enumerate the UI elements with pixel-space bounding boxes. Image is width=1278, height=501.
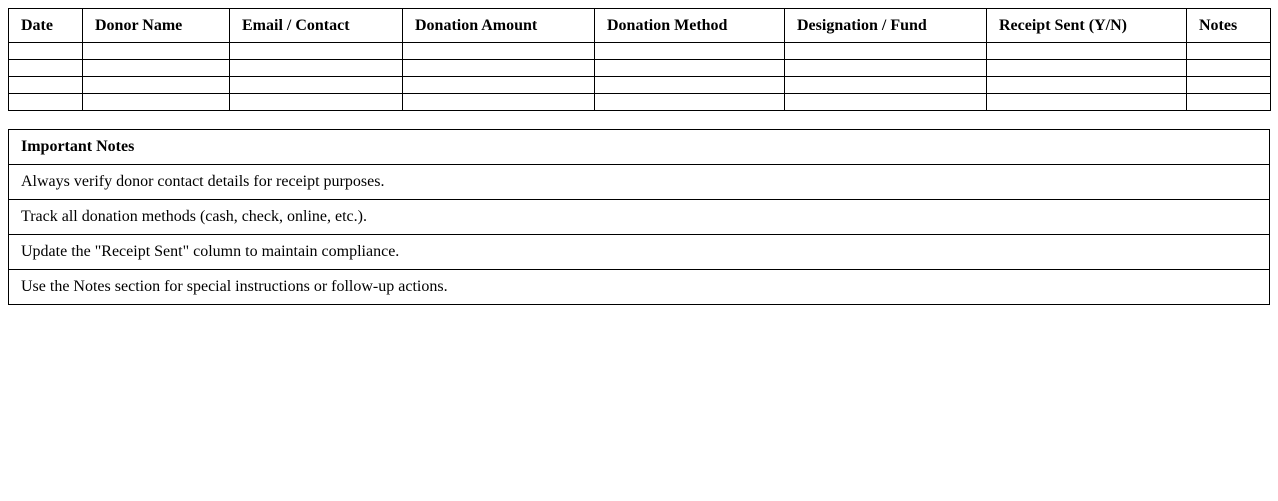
table-cell[interactable] — [83, 94, 230, 111]
table-cell[interactable] — [230, 60, 403, 77]
table-row — [9, 77, 1271, 94]
table-cell[interactable] — [785, 94, 987, 111]
table-cell[interactable] — [987, 77, 1187, 94]
notes-header-row — [9, 130, 1270, 165]
note-row — [9, 270, 1270, 305]
column-header-notes: Notes — [1187, 9, 1271, 43]
table-cell[interactable] — [9, 77, 83, 94]
note-row — [9, 235, 1270, 270]
table-cell[interactable] — [230, 77, 403, 94]
column-header-donation-method: Donation Method — [595, 9, 785, 43]
table-row — [9, 60, 1271, 77]
column-header-donor-name: Donor Name — [83, 9, 230, 43]
table-cell[interactable] — [403, 77, 595, 94]
column-header-date: Date — [9, 9, 83, 43]
column-header-donation-amount: Donation Amount — [403, 9, 595, 43]
table-cell[interactable] — [9, 94, 83, 111]
column-header-email-contact: Email / Contact — [230, 9, 403, 43]
table-row — [9, 43, 1271, 60]
table-header-row — [9, 9, 1271, 43]
table-cell[interactable] — [785, 43, 987, 60]
note-text: Always verify donor contact details for receipt purposes. — [9, 165, 1270, 200]
table-cell[interactable] — [785, 60, 987, 77]
table-cell[interactable] — [1187, 43, 1271, 60]
page-content — [8, 8, 1270, 305]
note-text: Track all donation methods (cash, check, online, etc.). — [9, 200, 1270, 235]
table-cell[interactable] — [987, 94, 1187, 111]
table-cell[interactable] — [1187, 94, 1271, 111]
table-cell[interactable] — [595, 43, 785, 60]
notes-title: Important Notes — [9, 130, 1270, 165]
table-cell[interactable] — [595, 60, 785, 77]
table-cell[interactable] — [1187, 77, 1271, 94]
table-cell[interactable] — [83, 43, 230, 60]
column-header-designation-fund: Designation / Fund — [785, 9, 987, 43]
important-notes-table — [8, 129, 1270, 305]
note-text: Use the Notes section for special instructions or follow-up actions. — [9, 270, 1270, 305]
table-cell[interactable] — [595, 77, 785, 94]
table-cell[interactable] — [83, 60, 230, 77]
table-cell[interactable] — [595, 94, 785, 111]
note-text: Update the "Receipt Sent" column to maintain compliance. — [9, 235, 1270, 270]
table-cell[interactable] — [403, 94, 595, 111]
note-row — [9, 165, 1270, 200]
table-cell[interactable] — [987, 60, 1187, 77]
table-cell[interactable] — [987, 43, 1187, 60]
table-cell[interactable] — [403, 43, 595, 60]
table-cell[interactable] — [785, 77, 987, 94]
table-cell[interactable] — [230, 43, 403, 60]
donation-log-table — [8, 8, 1271, 111]
table-cell[interactable] — [403, 60, 595, 77]
table-row — [9, 94, 1271, 111]
note-row — [9, 200, 1270, 235]
table-cell[interactable] — [9, 60, 83, 77]
table-cell[interactable] — [9, 43, 83, 60]
table-cell[interactable] — [230, 94, 403, 111]
column-header-receipt-sent: Receipt Sent (Y/N) — [987, 9, 1187, 43]
table-cell[interactable] — [1187, 60, 1271, 77]
table-cell[interactable] — [83, 77, 230, 94]
